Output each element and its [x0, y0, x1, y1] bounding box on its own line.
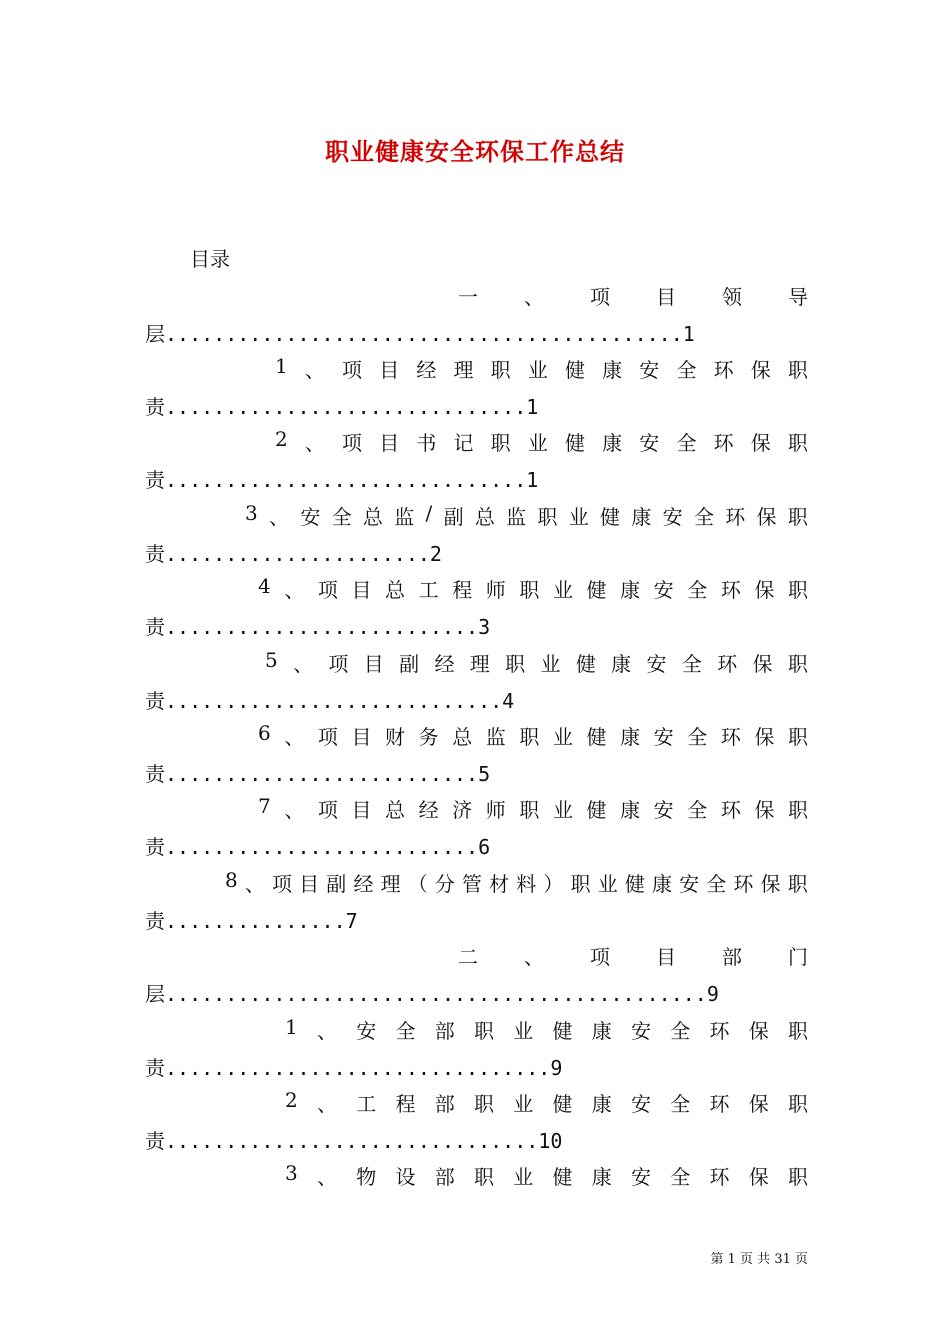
toc-entry-head: 二 、 项 目 部 门 — [458, 945, 808, 969]
toc-entry-head: 4 、 项 目 总 工 程 师 职 业 健 康 安 全 环 保 职 — [258, 574, 808, 602]
toc-heading: 目录 — [190, 247, 230, 271]
toc-entry-tail: 责..............................1 — [145, 395, 539, 419]
toc-entry-tail: 责..........................5 — [145, 762, 491, 786]
toc-entry-tail: 责................................9 — [145, 1056, 563, 1080]
page-footer: 第 1 页 共 31 页 — [710, 1252, 808, 1267]
toc-entry-tail: 层...........................................1 — [145, 322, 695, 346]
toc-entry-head: 7 、 项 目 总 经 济 师 职 业 健 康 安 全 环 保 职 — [258, 794, 808, 822]
toc-entry-head: 2 、 项 目 书 记 职 业 健 康 安 全 环 保 职 — [275, 427, 808, 455]
toc-entry-tail: 责..........................3 — [145, 615, 491, 639]
toc-entry-head: 8 、 项 目 副 经 理 （ 分 管 材 料 ） 职 业 健 康 安 全 环 保 职 — [225, 868, 808, 896]
toc-entry-head: 3 、 安 全 总 监 / 副 总 监 职 业 健 康 安 全 环 保 职 — [245, 501, 808, 529]
toc-entry-tail: 层.............................................9 — [145, 982, 719, 1006]
toc-entry-head: 3 、 物 设 部 职 业 健 康 安 全 环 保 职 — [285, 1161, 808, 1189]
document-title: 职业健康安全环保工作总结 — [325, 137, 625, 166]
toc-entry-head: 5 、 项 目 副 经 理 职 业 健 康 安 全 环 保 职 — [265, 648, 808, 676]
toc-entry-tail: 责............................4 — [145, 689, 515, 713]
toc-entry-head: 1 、 安 全 部 职 业 健 康 安 全 环 保 职 — [285, 1015, 808, 1043]
toc-entry-tail: 责...............................10 — [145, 1129, 563, 1153]
toc-entry-tail: 责..........................6 — [145, 835, 491, 859]
toc-entry-tail: 责......................2 — [145, 542, 442, 566]
toc-entry-tail: 责..............................1 — [145, 468, 539, 492]
toc-entry-tail: 责...............7 — [145, 909, 358, 933]
toc-entry-head: 6 、 项 目 财 务 总 监 职 业 健 康 安 全 环 保 职 — [258, 721, 808, 749]
toc-entry-head: 2 、 工 程 部 职 业 健 康 安 全 环 保 职 — [285, 1088, 808, 1116]
toc-entry-head: 一 、 项 目 领 导 — [458, 285, 808, 309]
toc-entry-head: 1 、 项 目 经 理 职 业 健 康 安 全 环 保 职 — [275, 354, 808, 382]
